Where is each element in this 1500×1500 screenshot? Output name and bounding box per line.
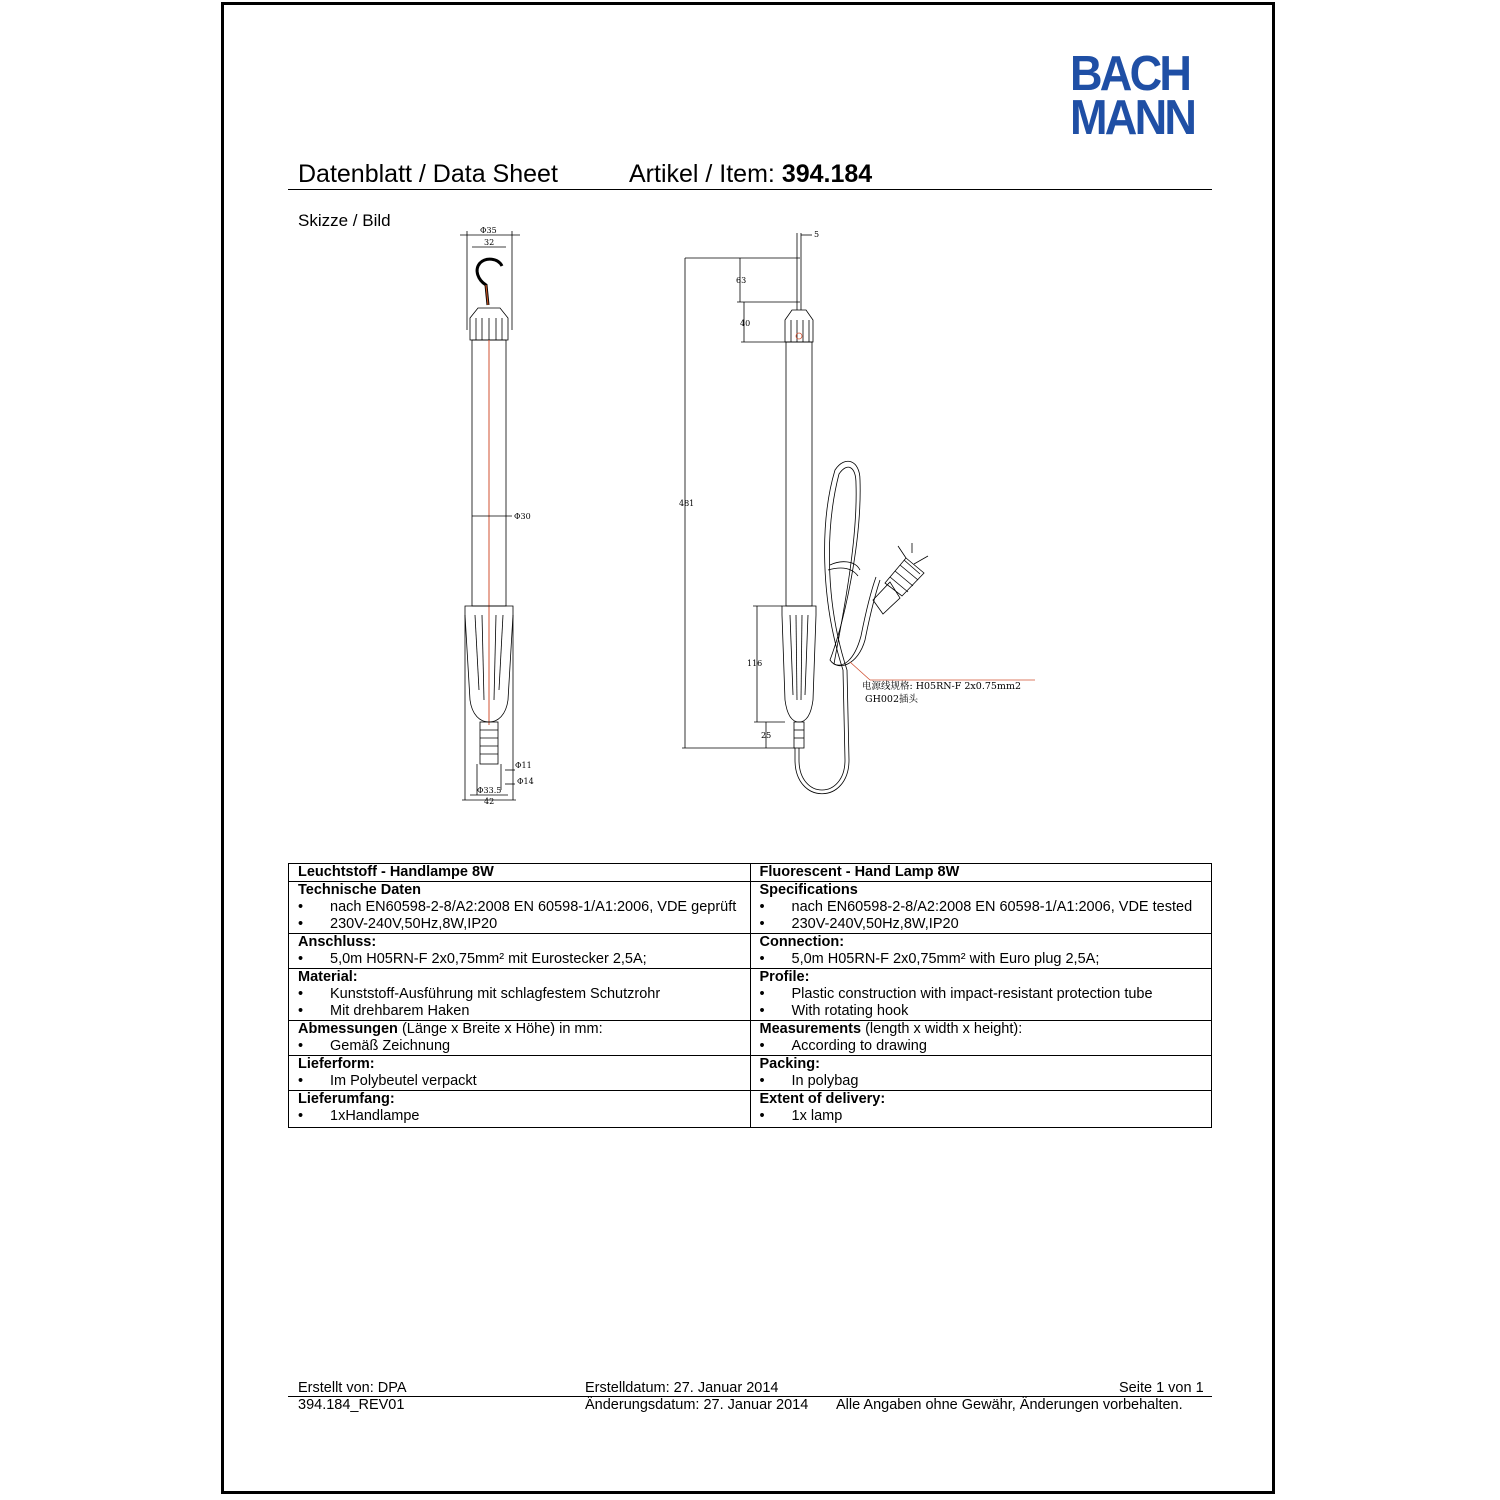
item-label: Artikel / Item: [629, 160, 782, 188]
list-item: • Im Polybeutel verpackt [298, 1073, 741, 1090]
cell-dimensions-en [750, 1021, 1212, 1056]
dim-25: 25 [761, 731, 772, 740]
footer-created-by: Erstellt von: DPA [298, 1380, 407, 1396]
list-item: • Gemäß Zeichnung [298, 1038, 741, 1055]
table-row [289, 969, 1212, 1021]
dim-d11: Φ11 [515, 761, 532, 770]
table-row [289, 934, 1212, 969]
list-item: • 230V-240V,50Hz,8W,IP20 [760, 916, 1203, 933]
cell-product-de [289, 864, 751, 882]
plug-spec-note: GH002插头 [865, 694, 919, 705]
list-item: • 5,0m H05RN-F 2x0,75mm² with Euro plug 2,5A; [760, 951, 1203, 968]
product-name-en: Fluorescent - Hand Lamp 8W [759, 864, 960, 880]
dim-32: 32 [484, 238, 495, 247]
dim-40: 40 [740, 319, 751, 328]
conn-heading-de: Anschluss: [298, 934, 377, 950]
list-item: • With rotating hook [760, 1003, 1203, 1020]
dimensions-line-en [760, 1021, 1203, 1038]
material-heading-en: Profile: [759, 969, 810, 985]
cell-material-de [289, 969, 751, 1021]
footer-disclaimer: Alle Angaben ohne Gewähr, Änderungen vorbehalten. [836, 1397, 1183, 1413]
list-item: • 1xHandlampe [298, 1108, 741, 1125]
list-item: • Kunststoff-Ausführung mit schlagfestem Schutzrohr [298, 986, 741, 1003]
dim-d14: Φ14 [517, 777, 534, 786]
cell-tech-de [289, 882, 751, 934]
technical-drawing [440, 225, 1060, 815]
list-item: • nach EN60598-2-8/A2:2008 EN 60598-1/A1:2006, VDE geprüft [298, 899, 741, 916]
header-rule [288, 189, 1212, 190]
bachmann-logo [1070, 47, 1204, 145]
sketch-label: Skizze / Bild [298, 211, 391, 230]
cell-tech-en [750, 882, 1212, 934]
table-row [289, 1091, 1212, 1128]
footer-page: Seite 1 von 1 [1119, 1380, 1204, 1396]
tech-heading-en: Specifications [759, 882, 858, 898]
list-item: • Mit drehbarem Haken [298, 1003, 741, 1020]
dim-63: 63 [736, 276, 747, 285]
cell-delivery-de [289, 1091, 751, 1128]
table-row [289, 1021, 1212, 1056]
packing-heading-en: Packing: [759, 1056, 820, 1072]
logo-line-2: MANN [1070, 91, 1195, 145]
table-row [289, 882, 1212, 934]
item-number: 394.184 [781, 160, 873, 188]
footer-created-date: Erstelldatum: 27. Januar 2014 [585, 1380, 779, 1396]
cell-product-en [750, 864, 1212, 882]
list-item: • 1x lamp [760, 1108, 1203, 1125]
conn-heading-en: Connection: [759, 934, 845, 950]
cell-packing-de [289, 1056, 751, 1091]
cable-spec-note: 电源线规格: H05RN-F 2x0.75mm2 [862, 681, 1021, 692]
logo-line-1: BACH [1070, 47, 1190, 101]
dim-42: 42 [484, 797, 495, 806]
item-heading [629, 160, 872, 189]
spec-table [288, 863, 1212, 1128]
list-item: • In polybag [760, 1073, 1203, 1090]
dim-d33-5: Φ33.5 [477, 786, 502, 795]
document-title: Datenblatt / Data Sheet [298, 160, 558, 188]
dimensions-suffix-en: (length x width x height): [861, 1021, 1023, 1037]
dim-d35: Φ35 [480, 226, 497, 235]
dimensions-heading-de: Abmessungen [298, 1021, 398, 1037]
dimensions-heading-en: Measurements [759, 1021, 862, 1037]
dim-116: 116 [747, 659, 763, 668]
material-heading-de: Material: [298, 969, 358, 985]
cell-material-en [750, 969, 1212, 1021]
delivery-heading-de: Lieferumfang: [298, 1091, 395, 1107]
footer-doc-rev: 394.184_REV01 [298, 1397, 405, 1413]
list-item: • nach EN60598-2-8/A2:2008 EN 60598-1/A1:2006, VDE tested [760, 899, 1203, 916]
product-name-de: Leuchtstoff - Handlampe 8W [298, 864, 494, 880]
delivery-heading-en: Extent of delivery: [759, 1091, 886, 1107]
list-item: • According to drawing [760, 1038, 1203, 1055]
footer-changed-date: Änderungsdatum: 27. Januar 2014 [585, 1397, 809, 1413]
table-row [289, 864, 1212, 882]
dimensions-suffix-de: (Länge x Breite x Höhe) in mm: [397, 1021, 603, 1037]
dim-5: 5 [814, 230, 820, 239]
dim-d30: Φ30 [514, 512, 531, 521]
list-item: • 5,0m H05RN-F 2x0,75mm² mit Eurostecker 2,5A; [298, 951, 741, 968]
cell-dimensions-de [289, 1021, 751, 1056]
cell-conn-en [750, 934, 1212, 969]
list-item: • 230V-240V,50Hz,8W,IP20 [298, 916, 741, 933]
packing-heading-de: Lieferform: [298, 1056, 375, 1072]
dimensions-line-de [298, 1021, 741, 1038]
table-row [289, 1056, 1212, 1091]
dim-481: 481 [679, 499, 695, 508]
list-item: • Plastic construction with impact-resistant protection tube [760, 986, 1203, 1003]
tech-heading-de: Technische Daten [298, 882, 422, 898]
cell-delivery-en [750, 1091, 1212, 1128]
cell-conn-de [289, 934, 751, 969]
cell-packing-en [750, 1056, 1212, 1091]
